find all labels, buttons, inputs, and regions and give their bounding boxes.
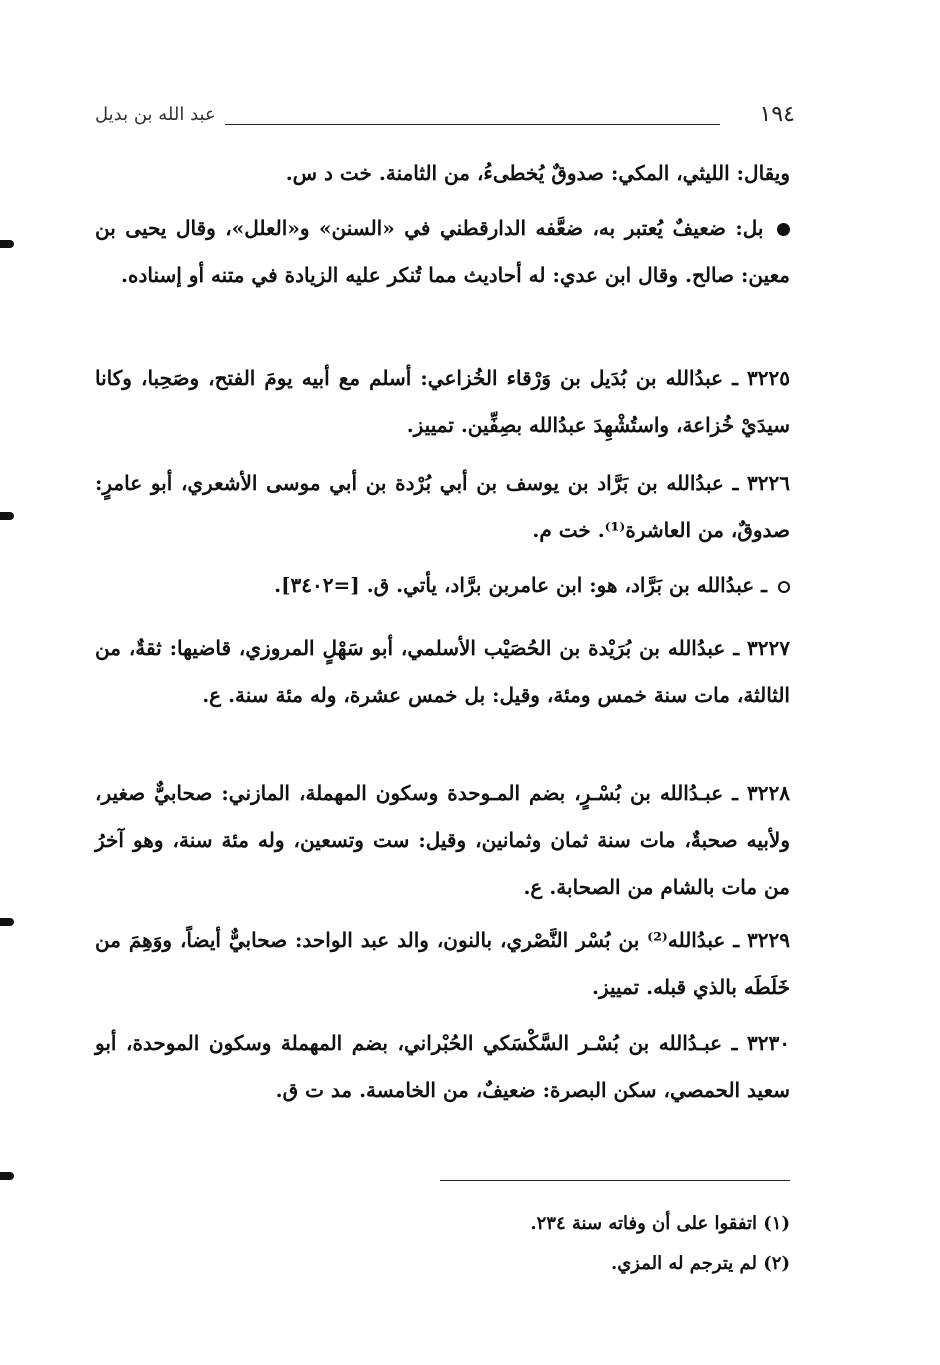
entry-cross-reference (95, 562, 790, 609)
entry-text: ٣٢٢٥ ـ عبدُالله بن بُدَيل بن وَرْقاء الخُزاعي: أسلم مع أبيه يومَ الفتح، وصَحِبا، وكانا سيدَيْ خُزاعة، واستُشْهِدَ عبدُالله بصِفِّين. تمييز. (95, 366, 790, 437)
entry-text: ٣٢٢٨ ـ عبـدُالله بن بُسْـرٍ، بضم المـوحدة وسكون المهملة، المازني: صحابيٌّ صغير، ولأبيه صحبةٌ، مات سنة ثمان وثمانين، وقيل: ست وتسعين، وله مئة سنة، وهو آخرُ من مات بالشام من الصحابة. ع. (95, 781, 790, 899)
entry-3229 (95, 917, 790, 1011)
margin-mark (0, 512, 14, 520)
entry-note-bullet (95, 205, 790, 299)
footnote-separator (440, 1180, 790, 1181)
entry-continuation (95, 150, 790, 197)
footnote-2: (٢) لم يترجم له المزي. (610, 1253, 790, 1274)
entry-text: ٣٢٣٠ ـ عبـدُالله بن بُسْـر السَّكْسَكي الحُبْراني، بضم المهملة وسكون الموحدة، أبو سعيد الحمصي، سكن البصرة: ضعيفٌ، من الخامسة. مد ت ق. (95, 1031, 790, 1102)
page-header (95, 100, 795, 136)
entry-3230 (95, 1020, 790, 1114)
margin-mark (0, 240, 14, 248)
page-number: ١٩٤ (759, 102, 795, 127)
entry-3226 (95, 460, 790, 554)
entry-text: ٣٢٢٧ ـ عبدُالله بن بُرَيْدة بن الحُصَيْب الأسلمي، أبو سَهْلٍ المروزي، قاضيها: ثقةٌ، من الثالثة، مات سنة خمس ومئة، وقيل: بل خمس عشرة، وله مئة سنة. ع. (95, 636, 790, 707)
entry-3227 (95, 625, 790, 719)
entry-text: ٣٢٢٩ ـ عبدُالله⁽²⁾ بن بُسْر النَّصْري، بالنون، والد عبد الواحد: صحابيٌّ أيضاً، ووَهِمَ من خَلَطَه بالذي قبله. تمييز. (95, 928, 790, 999)
entry-3225 (95, 355, 790, 449)
footnotes (95, 1204, 790, 1284)
margin-mark (0, 918, 14, 926)
running-title: عبد الله بن بديل (95, 104, 216, 125)
footnote-1: (١) اتفقوا على أن وفاته سنة ٢٣٤. (530, 1213, 790, 1234)
entry-3228 (95, 770, 790, 911)
entry-text: ٣٢٢٦ ـ عبدُالله بن بَرَّاد بن يوسف بن أبي بُرْدة بن أبي موسى الأشعري، أبو عامرٍ: صدوقٌ، من العاشرة⁽¹⁾. خت م. (95, 471, 790, 542)
ring-icon (778, 581, 790, 593)
margin-mark (0, 1172, 14, 1180)
entry-text: ـ عبدُالله بن بَرَّاد، هو: ابن عامربن برَّاد، يأتي. ق. [=٣٤٠٢]. (274, 573, 768, 597)
entry-text: بل: ضعيفٌ يُعتبر به، ضعَّفه الدارقطني في «السنن» و«العلل»، وقال يحيى بن معين: صالح. وقال ابن عدي: له أحاديث مما تُنكر عليه الزيادة في متنه أو إسناده. (95, 216, 790, 287)
bullet-dot-icon (777, 223, 790, 236)
header-rule (225, 124, 720, 125)
entry-text: ويقال: الليثي، المكي: صدوقٌ يُخطىءُ، من الثامنة. خت د س. (285, 161, 790, 185)
